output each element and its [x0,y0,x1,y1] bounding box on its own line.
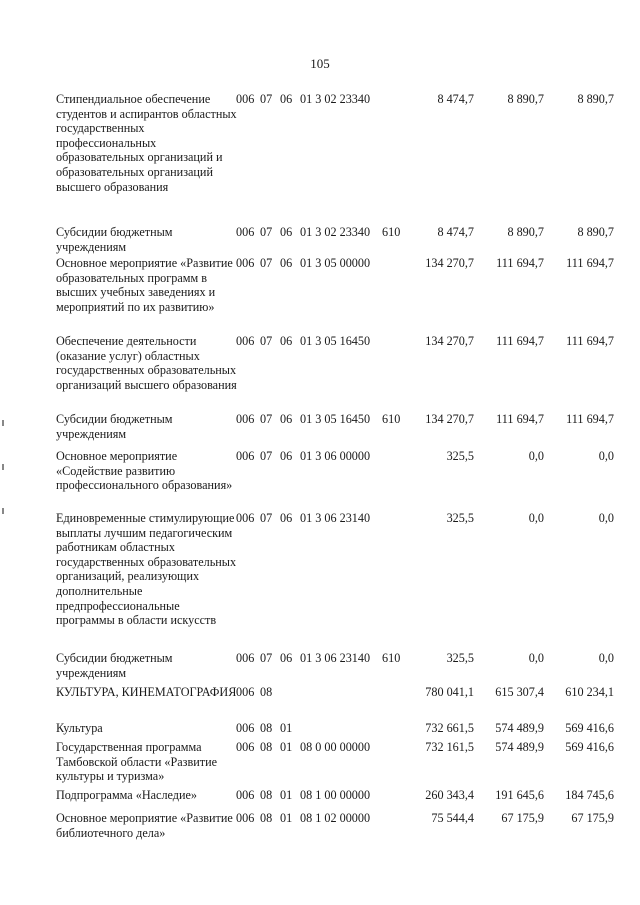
row-value-1: 732 161,5 [425,740,474,754]
row-sec: 01 [280,811,293,825]
row-sec: 06 [280,651,293,665]
row-sub: 07 [260,412,273,426]
row-name: Субсидии бюджетным учреждениям [56,412,173,441]
row-sub: 07 [260,256,273,270]
row-sub: 08 [260,788,273,802]
row-sub: 07 [260,225,273,239]
table-row [0,651,640,685]
row-value-1: 732 661,5 [425,721,474,735]
row-value-2: 0,0 [528,511,544,525]
row-name: КУЛЬТУРА, КИНЕМАТОГРАФИЯ [56,685,237,699]
row-cls: 01 3 05 16450 [300,334,371,348]
row-exp: 610 [382,412,401,426]
row-sub: 07 [260,92,273,106]
row-value-1: 8 474,7 [437,225,474,239]
row-name: Подпрограмма «Наследие» [56,788,198,802]
row-name: Государственная программа Тамбовской области «Развитие культуры и туризма» [56,740,218,784]
row-value-3: 67 175,9 [571,811,614,825]
row-value-3: 569 416,6 [565,721,614,735]
row-value-2: 111 694,7 [496,256,544,270]
row-name: Основное мероприятие «Развитие библиотечного дела» [56,811,233,840]
table-row [0,511,640,651]
row-sub: 07 [260,651,273,665]
table-row [0,740,640,788]
row-value-3: 0,0 [598,511,614,525]
row-value-1: 325,5 [446,511,474,525]
row-value-3: 569 416,6 [565,740,614,754]
row-grp: 006 [236,721,255,735]
row-sec: 01 [280,740,293,754]
row-value-3: 111 694,7 [566,334,614,348]
row-sec: 06 [280,412,293,426]
table-row [0,449,640,511]
row-sub: 08 [260,811,273,825]
row-value-3: 610 234,1 [565,685,614,699]
row-value-1: 134 270,7 [425,256,474,270]
table-row [0,225,640,256]
row-cls: 01 3 02 23340 [300,92,371,106]
row-cls: 01 3 06 23140 [300,511,371,525]
row-sec: 06 [280,225,293,239]
row-value-2: 8 890,7 [507,92,544,106]
row-sec: 06 [280,511,293,525]
row-value-3: 111 694,7 [566,256,614,270]
row-value-1: 325,5 [446,651,474,665]
row-value-1: 780 041,1 [425,685,474,699]
row-sec: 06 [280,256,293,270]
row-name: Культура [56,721,103,735]
row-cls: 01 3 05 00000 [300,256,371,270]
row-grp: 006 [236,256,255,270]
row-cls: 01 3 02 23340 [300,225,371,239]
row-name: Стипендиальное обеспечение студентов и аспирантов областных государственных профессиональных образовательных организаций и образовательных организаций высшего образования [56,92,237,194]
row-sec: 01 [280,721,293,735]
table-row [0,721,640,740]
row-grp: 006 [236,685,255,699]
row-name: Субсидии бюджетным учреждениям [56,225,173,254]
row-cls: 01 3 05 16450 [300,412,371,426]
row-name: Обеспечение деятельности (оказание услуг) областных государственных образовательных организаций высшего образования [56,334,237,392]
row-grp: 006 [236,449,255,463]
row-value-1: 134 270,7 [425,412,474,426]
table-row [0,788,640,811]
row-value-1: 134 270,7 [425,334,474,348]
row-value-1: 75 544,4 [431,811,474,825]
row-sec: 01 [280,788,293,802]
row-value-2: 67 175,9 [501,811,544,825]
row-value-3: 8 890,7 [577,92,614,106]
row-cls: 08 1 00 00000 [300,788,371,802]
row-cls: 08 1 02 00000 [300,811,371,825]
row-value-2: 574 489,9 [495,740,544,754]
row-value-2: 615 307,4 [495,685,544,699]
row-grp: 006 [236,811,255,825]
row-sub: 08 [260,740,273,754]
budget-table [0,92,640,861]
row-exp: 610 [382,225,401,239]
row-name: Единовременные стимулирующие выплаты лучшим педагогическим работникам областных государственных образовательных организаций, реализующих дополнительные предпрофессиональные программы в области искусств [56,511,237,628]
row-value-1: 260 343,4 [425,788,474,802]
row-sub: 08 [260,685,273,699]
row-value-2: 0,0 [528,449,544,463]
row-value-3: 111 694,7 [566,412,614,426]
row-cls: 01 3 06 00000 [300,449,371,463]
row-name: Основное мероприятие «Развитие образовательных программ в высших учебных заведениях и мероприятий по их развитию» [56,256,233,314]
row-value-3: 184 745,6 [565,788,614,802]
row-value-3: 0,0 [598,449,614,463]
table-row [0,685,640,721]
row-value-1: 8 474,7 [437,92,474,106]
row-grp: 006 [236,412,255,426]
row-value-2: 574 489,9 [495,721,544,735]
row-value-3: 8 890,7 [577,225,614,239]
page-number: 105 [310,56,330,71]
row-grp: 006 [236,788,255,802]
row-sub: 08 [260,721,273,735]
table-row [0,334,640,412]
row-value-1: 325,5 [446,449,474,463]
row-value-2: 0,0 [528,651,544,665]
row-grp: 006 [236,511,255,525]
row-grp: 006 [236,740,255,754]
row-value-2: 8 890,7 [507,225,544,239]
table-row [0,92,640,225]
row-grp: 006 [236,225,255,239]
table-row [0,811,640,861]
table-row [0,256,640,334]
row-sub: 07 [260,449,273,463]
row-cls: 08 0 00 00000 [300,740,371,754]
row-value-3: 0,0 [598,651,614,665]
row-name: Основное мероприятие «Содействие развитию профессионального образования» [56,449,233,493]
row-grp: 006 [236,334,255,348]
row-sub: 07 [260,511,273,525]
row-value-2: 191 645,6 [495,788,544,802]
row-sub: 07 [260,334,273,348]
row-sec: 06 [280,449,293,463]
row-exp: 610 [382,651,401,665]
row-sec: 06 [280,334,293,348]
row-value-2: 111 694,7 [496,412,544,426]
row-cls: 01 3 06 23140 [300,651,371,665]
table-row [0,412,640,449]
row-sec: 06 [280,92,293,106]
row-grp: 006 [236,92,255,106]
row-name: Субсидии бюджетным учреждениям [56,651,173,680]
row-grp: 006 [236,651,255,665]
row-value-2: 111 694,7 [496,334,544,348]
